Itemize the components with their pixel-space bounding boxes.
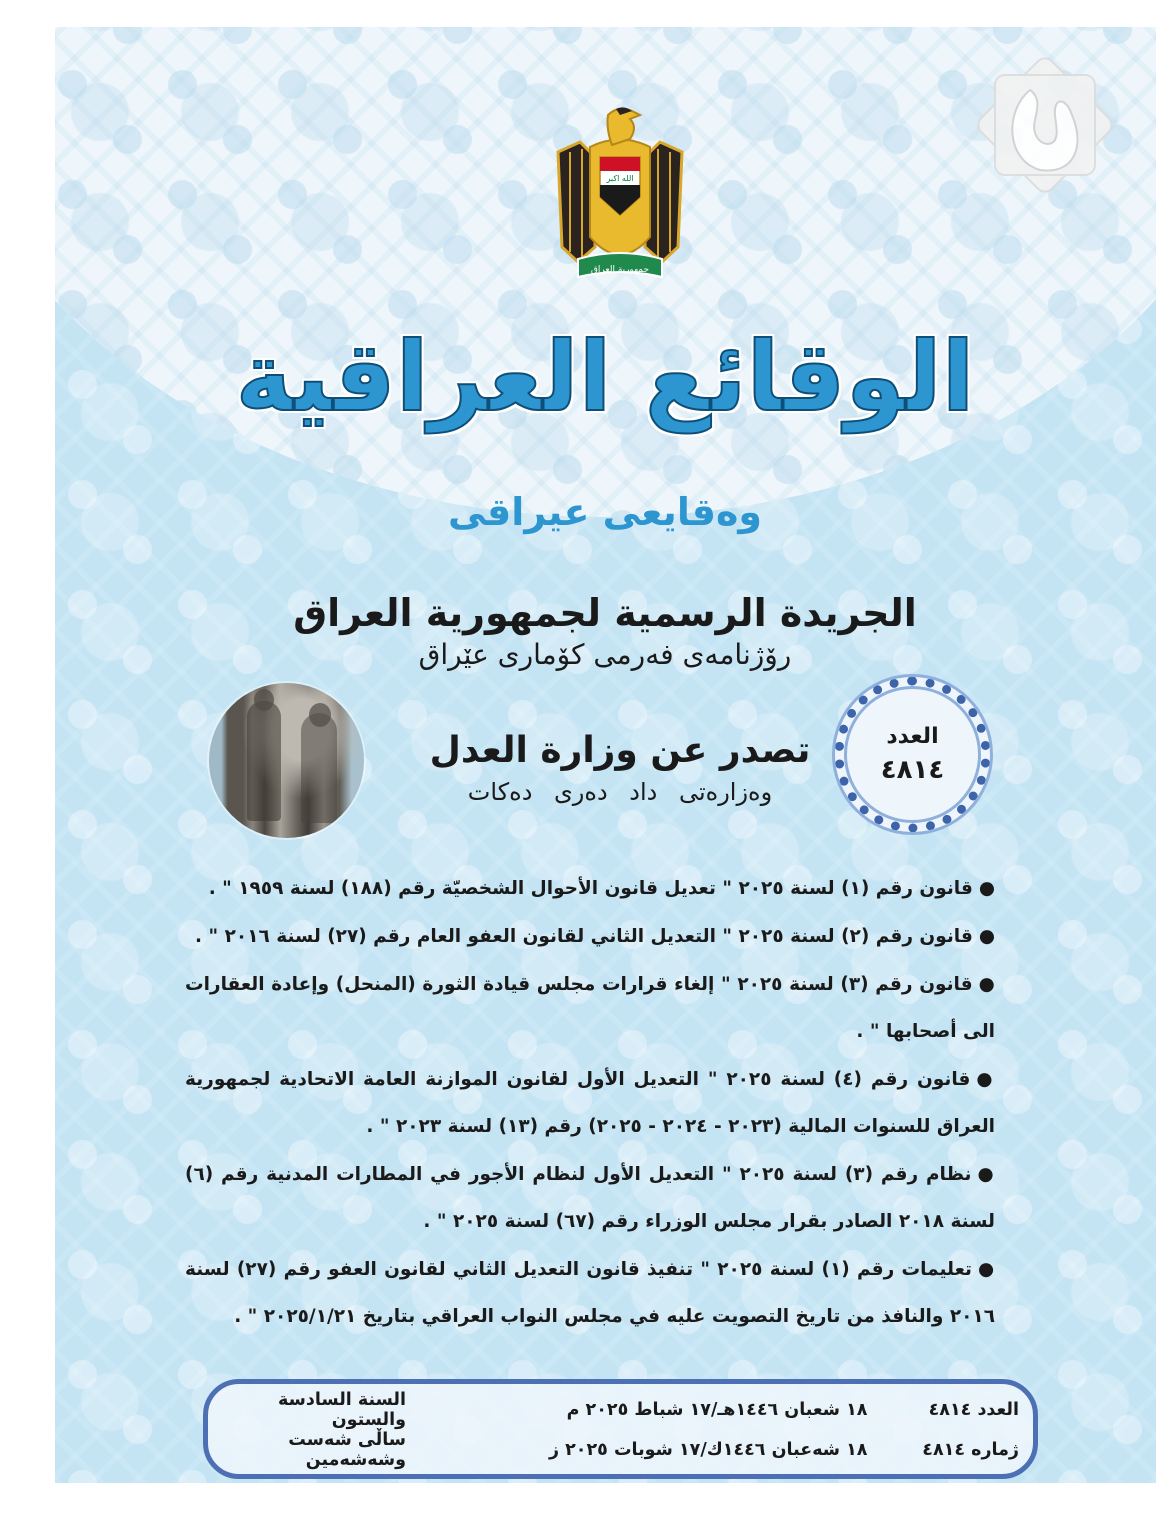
footer-issue-kurdish: ژمارە ٤٨١٤ [922,1440,1019,1460]
gazette-cover-page [55,27,1156,1483]
watermark-logo-icon [960,35,1130,220]
table-of-contents [185,865,995,1341]
footer-date-kurdish: ١٨ شەعبان ١٤٤٦ك/١٧ شوبات ٢٠٢٥ ز [548,1440,868,1460]
contents-item [185,1056,995,1150]
footer-date-arabic: ١٨ شعبان ١٤٤٦هـ/١٧ شباط ٢٠٢٥ م [566,1400,868,1420]
bullet-icon: ● [978,878,995,899]
contents-item-text: قانون رقم (٢) لسنة ٢٠٢٥ " التعديل الثاني لقانون العفو العام رقم (٢٧) لسنة ٢٠١٦ " . [195,926,973,947]
issue-number: ٤٨١٤ [880,754,945,785]
hammurabi-stele-photo [209,683,364,838]
footer-row-arabic [226,1390,1019,1430]
official-gazette-arabic: الجريدة الرسمية لجمهورية العراق [293,591,917,635]
bullet-icon: ● [978,1259,995,1280]
contents-item [185,913,995,960]
bullet-icon: ● [977,1164,995,1185]
issue-info-footer [203,1379,1038,1479]
issue-number-seal [835,677,990,832]
emblem-motto: الله اكبر [606,174,634,183]
contents-item-text: تعليمات رقم (١) لسنة ٢٠٢٥ " تنفيذ قانون التعديل الثاني لقانون العفو رقم (٢٧) لسنة ٢٠١٦ والنافذ من تاريخ التصويت عليه في مجلس النواب العراقي بتاريخ ٢٠٢٥/١/٢١ " . [185,1259,995,1327]
gazette-title-arabic: الوقائع العراقية [235,321,975,433]
footer-year-kurdish: ساڵی شەست وشەشەمین [288,1430,406,1470]
iraq-coat-of-arms-emblem [550,97,690,297]
contents-item [185,961,995,1055]
issuer-kurdish: وەزارەتی داد دەری دەکات [467,778,773,806]
footer-row-kurdish [226,1430,1019,1470]
bullet-icon: ● [976,1069,995,1090]
bullet-icon: ● [978,974,995,995]
contents-item-text: نظام رقم (٣) لسنة ٢٠٢٥ " التعديل الأول لنظام الأجور في المطارات المدنية رقم (٦) لسنة ٢٠١٨ الصادر بقرار مجلس الوزراء رقم (٦٧) لسنة ٢٠٢٥ " . [185,1164,995,1232]
contents-item-text: قانون رقم (٤) لسنة ٢٠٢٥ " التعديل الأول لقانون الموازنة العامة الاتحادية لجمهورية العراق للسنوات المالية (٢٠٢٣ - ٢٠٢٤ - ٢٠٢٥) رقم (١٣) لسنة ٢٠٢٣ " . [185,1069,995,1137]
issue-label: العدد [886,723,939,749]
contents-item [185,1246,995,1340]
gazette-title-kurdish: وەقایعی عیراقی [447,490,763,534]
issuer-arabic: تصدر عن وزارة العدل [429,730,811,771]
footer-issue-arabic: العدد ٤٨١٤ [928,1400,1019,1420]
emblem-caption: جمهورية العراق [590,265,650,275]
contents-item-text: قانون رقم (٣) لسنة ٢٠٢٥ " إلغاء قرارات مجلس قيادة الثورة (المنحل) وإعادة العقارات الى أصحابها " . [185,974,995,1042]
contents-item-text: قانون رقم (١) لسنة ٢٠٢٥ " تعديل قانون الأحوال الشخصيّة رقم (١٨٨) لسنة ١٩٥٩ " . [208,878,973,899]
contents-item [185,865,995,912]
contents-item [185,1151,995,1245]
official-gazette-kurdish: رۆژنامەی فەرمی کۆماری عێراق [418,638,792,671]
footer-year-arabic: السنة السادسة والستون [278,1390,406,1430]
bullet-icon: ● [978,926,995,947]
